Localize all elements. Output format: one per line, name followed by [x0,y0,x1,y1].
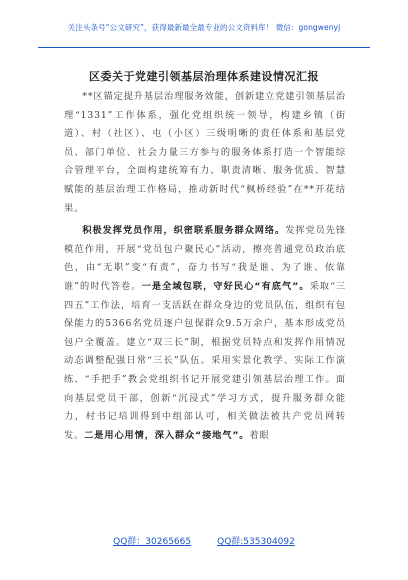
section-heading: 积极发挥党员作用，织密联系服务群众网络。 [82,225,286,237]
point-heading-two: 二是用心用情，深入群众“接地气”。 [84,429,250,441]
point-heading-one: 一是全域包联，守好民心“有底气”。 [141,280,310,292]
paragraph-intro: **区锚定提升基层治理服务效能，创新建立党建引领基层治理“1331”工作体系，强化党组织统一领导，构建乡镇（街道）、村（社区）、屯（小区）三级明晰的责任体系和基层党员、部门单位、社会力量三方参与的服务体系打造一个智能综合管理平台，全面构建统筹有力、职责清晰、服务优质、智慧赋能的基层治理工作格局，推动新时代“枫桥经验”在**开花结果。 [64,91,346,214]
paragraph-text: 发挥党员先锋模范作用，开展“党员包户聚民心”活动，擦亮普通党员政治底色，由“无职”变“有责”，奋力书写“我是谁、为了谁、依靠谁”的时代答卷。 [64,225,346,292]
header-banner: 关注头条号“公文研究”，获得最新最全最专业的公文资料库！ 微信：gongwenyj [67,23,341,32]
qq-group-link-1[interactable]: QQ群：30265665 [113,537,192,547]
paragraph-party-members [64,222,346,445]
paragraph-text: 着眼 [249,429,270,441]
footer-contacts [0,534,408,547]
document-title: 区委关于党建引领基层治理体系建设情况汇报 [89,70,319,83]
paragraph-text: 采取“三四五”工作法，培育一支活跃在群众身边的党员队伍，组织有包保能力的5366名党员逐户包保群众9.5万余户，基本形成党员包户全覆盖。建立“双三长”制，根据党员特点和发挥作用情况动态调整配强日常“三长”队伍。采用实景化教学、实际工作演练、“手把手”教会党组织书记开展党建引领基层治理工作。面向基层党员干部，创新“沉浸式”学习方式，提升服务群众能力，村书记培训得到中组部认可，相关做法被共产党员网转发。 [64,280,346,441]
header-divider [38,47,370,48]
document-body [64,88,346,445]
qq-group-link-2[interactable]: QQ群:535304092 [217,537,295,547]
